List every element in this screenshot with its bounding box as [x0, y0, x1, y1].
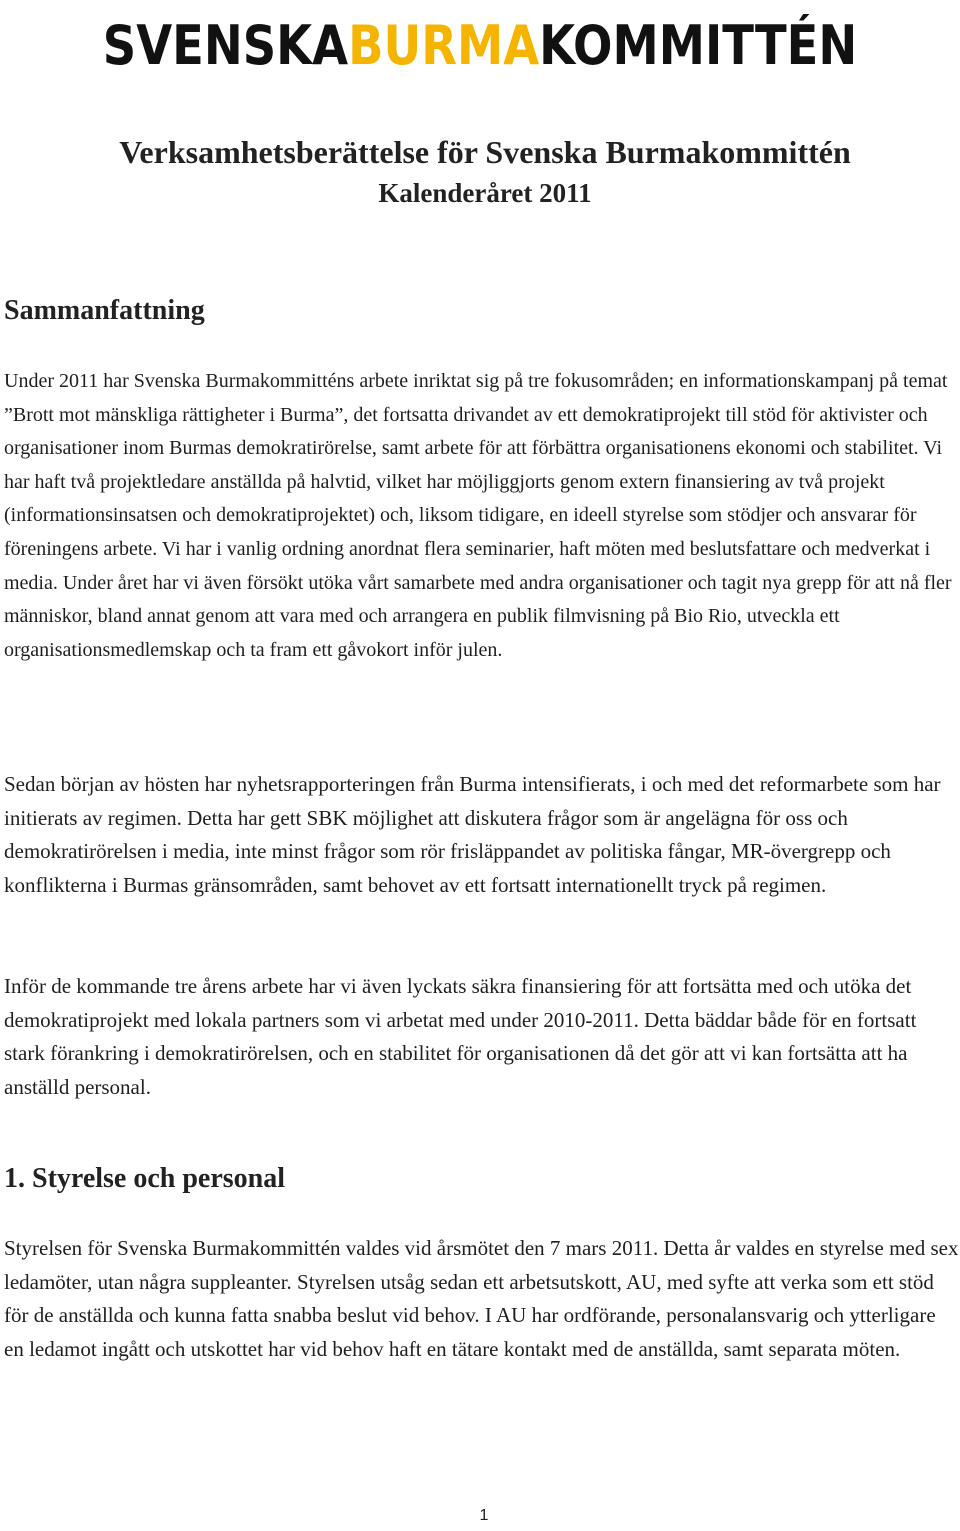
document-subtitle: Kalenderåret 2011 — [378, 178, 592, 208]
page-number: 1 — [479, 1507, 489, 1524]
board-paragraph-1: Styrelsen för Svenska Burmakommittén valdes vid årsmötet den 7 mars 2011. Detta år valdes en styrelse med sex ledamöter, utan några suppleanter. Styrelsen utsåg sedan ett arbetsutskott, AU, med syfte att verka som ett stöd för de anställda och kunna fatta snabba beslut vid behov. I AU har ordförande, personalansvarig och ytterligare en ledamot ingått och utskottet har vid behov haft en tätare kontakt med de anställda, samt separata möten. — [4, 1236, 959, 1361]
organization-logo — [67, 16, 893, 76]
summary-paragraph-3: Inför de kommande tre årens arbete har vi även lyckats säkra finansiering för att fortsätta med och utöka det demokratiprojekt med lokala partners som vi arbetat med under 2010-2011. Detta bäddar både för en fortsatt stark förankring i demokratirörelsen, och en stabilitet för organisationen då det gör att vi kan fortsätta att ha anställd personal. — [4, 974, 917, 1099]
logo-word-burma: BURMA — [348, 14, 540, 77]
summary-paragraph-1: Under 2011 har Svenska Burmakommitténs arbete inriktat sig på tre fokusområden; en informationskampanj på temat ”Brott mot mänskliga rättigheter i Burma”, det fortsatta drivandet av ett demokratiprojekt till stöd för aktivister och organisationer inom Burmas demokratirörelse, samt arbete för att förbättra organisationens ekonomi och stabilitet. Vi har haft två projektledare anställda på halvtid, vilket har möjliggjorts genom extern finansiering av två projekt (informationsinsatsen och demokratiprojektet) och, liksom tidigare, en ideell styrelse som stödjer och ansvarar för föreningens arbete. Vi har i vanlig ordning anordnat flera seminarier, haft möten med beslutsfattare och medverkat i media. Under året har vi även försökt utöka vårt samarbete med andra organisationer och tagit nya grepp för att nå fler människor, bland annat genom att vara med och arrangera en publik filmvisning på Bio Rio, utveckla ett organisationsmedlemskap och ta fram ett gåvokort inför julen. — [4, 370, 952, 661]
summary-heading: Sammanfattning — [4, 295, 205, 326]
document-title: Verksamhetsberättelse för Svenska Burmakommittén — [119, 134, 851, 170]
board-heading: 1. Styrelse och personal — [4, 1163, 286, 1194]
summary-paragraph-2: Sedan början av hösten har nyhetsrapporteringen från Burma intensifierats, i och med det reformarbete som har initierats av regimen. Detta har gett SBK möjlighet att diskutera frågor som är angelägna för oss och demokratirörelsen i media, inte minst frågor som rör frisläppandet av politiska fångar, MR-övergrepp och konflikterna i Burmas gränsområden, samt behovet av ett fortsatt internationellt tryck på regimen. — [4, 772, 941, 897]
logo-word-svenska: SVENSKA — [102, 14, 349, 77]
logo-word-kommitten: KOMMITTÉN — [539, 14, 858, 77]
